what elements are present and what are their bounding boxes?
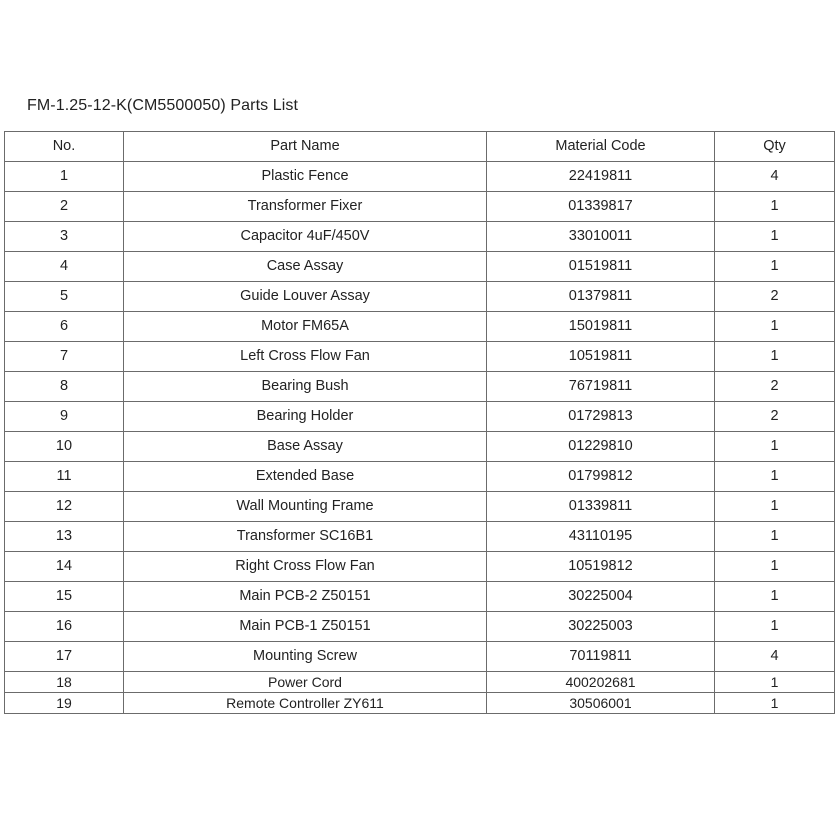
cell-qty: 2 <box>715 402 835 432</box>
cell-qty: 4 <box>715 162 835 192</box>
table-row <box>5 222 835 252</box>
parts-table <box>4 131 835 714</box>
cell-qty: 1 <box>715 582 835 612</box>
cell-material-code: 43110195 <box>487 522 715 552</box>
cell-qty: 1 <box>715 192 835 222</box>
cell-part-name: Guide Louver Assay <box>124 282 487 312</box>
table-row <box>5 492 835 522</box>
cell-part-name: Plastic Fence <box>124 162 487 192</box>
table-body <box>5 162 835 714</box>
table-row <box>5 582 835 612</box>
table-row <box>5 312 835 342</box>
cell-no: 16 <box>5 612 124 642</box>
cell-material-code: 01339811 <box>487 492 715 522</box>
cell-no: 18 <box>5 672 124 693</box>
cell-material-code: 01519811 <box>487 252 715 282</box>
cell-qty: 1 <box>715 693 835 714</box>
cell-no: 19 <box>5 693 124 714</box>
cell-material-code: 01799812 <box>487 462 715 492</box>
page-title: FM-1.25-12-K(CM5500050) Parts List <box>27 97 299 114</box>
cell-qty: 2 <box>715 372 835 402</box>
cell-qty: 1 <box>715 342 835 372</box>
cell-material-code: 01729813 <box>487 402 715 432</box>
cell-qty: 1 <box>715 672 835 693</box>
table-row <box>5 462 835 492</box>
cell-part-name: Remote Controller ZY611 <box>124 693 487 714</box>
cell-part-name: Motor FM65A <box>124 312 487 342</box>
cell-part-name: Case Assay <box>124 252 487 282</box>
cell-part-name: Bearing Holder <box>124 402 487 432</box>
table-row <box>5 252 835 282</box>
table-row <box>5 432 835 462</box>
cell-material-code: 01339817 <box>487 192 715 222</box>
table-row <box>5 162 835 192</box>
cell-no: 14 <box>5 552 124 582</box>
cell-no: 2 <box>5 192 124 222</box>
cell-material-code: 30506001 <box>487 693 715 714</box>
cell-no: 10 <box>5 432 124 462</box>
cell-material-code: 70119811 <box>487 642 715 672</box>
table-header <box>5 132 835 162</box>
cell-qty: 1 <box>715 432 835 462</box>
header-qty: Qty <box>715 132 835 162</box>
cell-part-name: Base Assay <box>124 432 487 462</box>
cell-no: 3 <box>5 222 124 252</box>
header-part-name: Part Name <box>124 132 487 162</box>
table-row <box>5 672 835 693</box>
cell-qty: 1 <box>715 492 835 522</box>
table-row <box>5 402 835 432</box>
table-row <box>5 693 835 714</box>
header-no: No. <box>5 132 124 162</box>
cell-no: 9 <box>5 402 124 432</box>
cell-no: 15 <box>5 582 124 612</box>
header-material-code: Material Code <box>487 132 715 162</box>
header-row <box>5 132 835 162</box>
cell-part-name: Main PCB-1 Z50151 <box>124 612 487 642</box>
cell-part-name: Extended Base <box>124 462 487 492</box>
cell-part-name: Left Cross Flow Fan <box>124 342 487 372</box>
cell-no: 6 <box>5 312 124 342</box>
cell-qty: 1 <box>715 552 835 582</box>
cell-no: 4 <box>5 252 124 282</box>
cell-part-name: Capacitor 4uF/450V <box>124 222 487 252</box>
cell-material-code: 33010011 <box>487 222 715 252</box>
table-row <box>5 612 835 642</box>
cell-qty: 1 <box>715 522 835 552</box>
cell-qty: 1 <box>715 252 835 282</box>
cell-qty: 4 <box>715 642 835 672</box>
cell-material-code: 01229810 <box>487 432 715 462</box>
cell-part-name: Right Cross Flow Fan <box>124 552 487 582</box>
cell-no: 1 <box>5 162 124 192</box>
cell-material-code: 30225003 <box>487 612 715 642</box>
table-row <box>5 372 835 402</box>
cell-no: 5 <box>5 282 124 312</box>
cell-material-code: 76719811 <box>487 372 715 402</box>
cell-no: 13 <box>5 522 124 552</box>
cell-material-code: 15019811 <box>487 312 715 342</box>
cell-part-name: Transformer SC16B1 <box>124 522 487 552</box>
table-row <box>5 552 835 582</box>
cell-qty: 1 <box>715 462 835 492</box>
table-row <box>5 342 835 372</box>
cell-part-name: Power Cord <box>124 672 487 693</box>
cell-material-code: 400202681 <box>487 672 715 693</box>
cell-qty: 1 <box>715 222 835 252</box>
cell-part-name: Wall Mounting Frame <box>124 492 487 522</box>
cell-no: 7 <box>5 342 124 372</box>
cell-material-code: 10519812 <box>487 552 715 582</box>
cell-no: 12 <box>5 492 124 522</box>
table-row <box>5 522 835 552</box>
cell-material-code: 01379811 <box>487 282 715 312</box>
table-row <box>5 192 835 222</box>
cell-qty: 1 <box>715 612 835 642</box>
cell-material-code: 10519811 <box>487 342 715 372</box>
cell-no: 8 <box>5 372 124 402</box>
cell-part-name: Main PCB-2 Z50151 <box>124 582 487 612</box>
table-row <box>5 642 835 672</box>
cell-qty: 1 <box>715 312 835 342</box>
cell-part-name: Mounting Screw <box>124 642 487 672</box>
cell-no: 11 <box>5 462 124 492</box>
cell-part-name: Bearing Bush <box>124 372 487 402</box>
cell-no: 17 <box>5 642 124 672</box>
cell-qty: 2 <box>715 282 835 312</box>
cell-material-code: 30225004 <box>487 582 715 612</box>
cell-part-name: Transformer Fixer <box>124 192 487 222</box>
table-row <box>5 282 835 312</box>
cell-material-code: 22419811 <box>487 162 715 192</box>
